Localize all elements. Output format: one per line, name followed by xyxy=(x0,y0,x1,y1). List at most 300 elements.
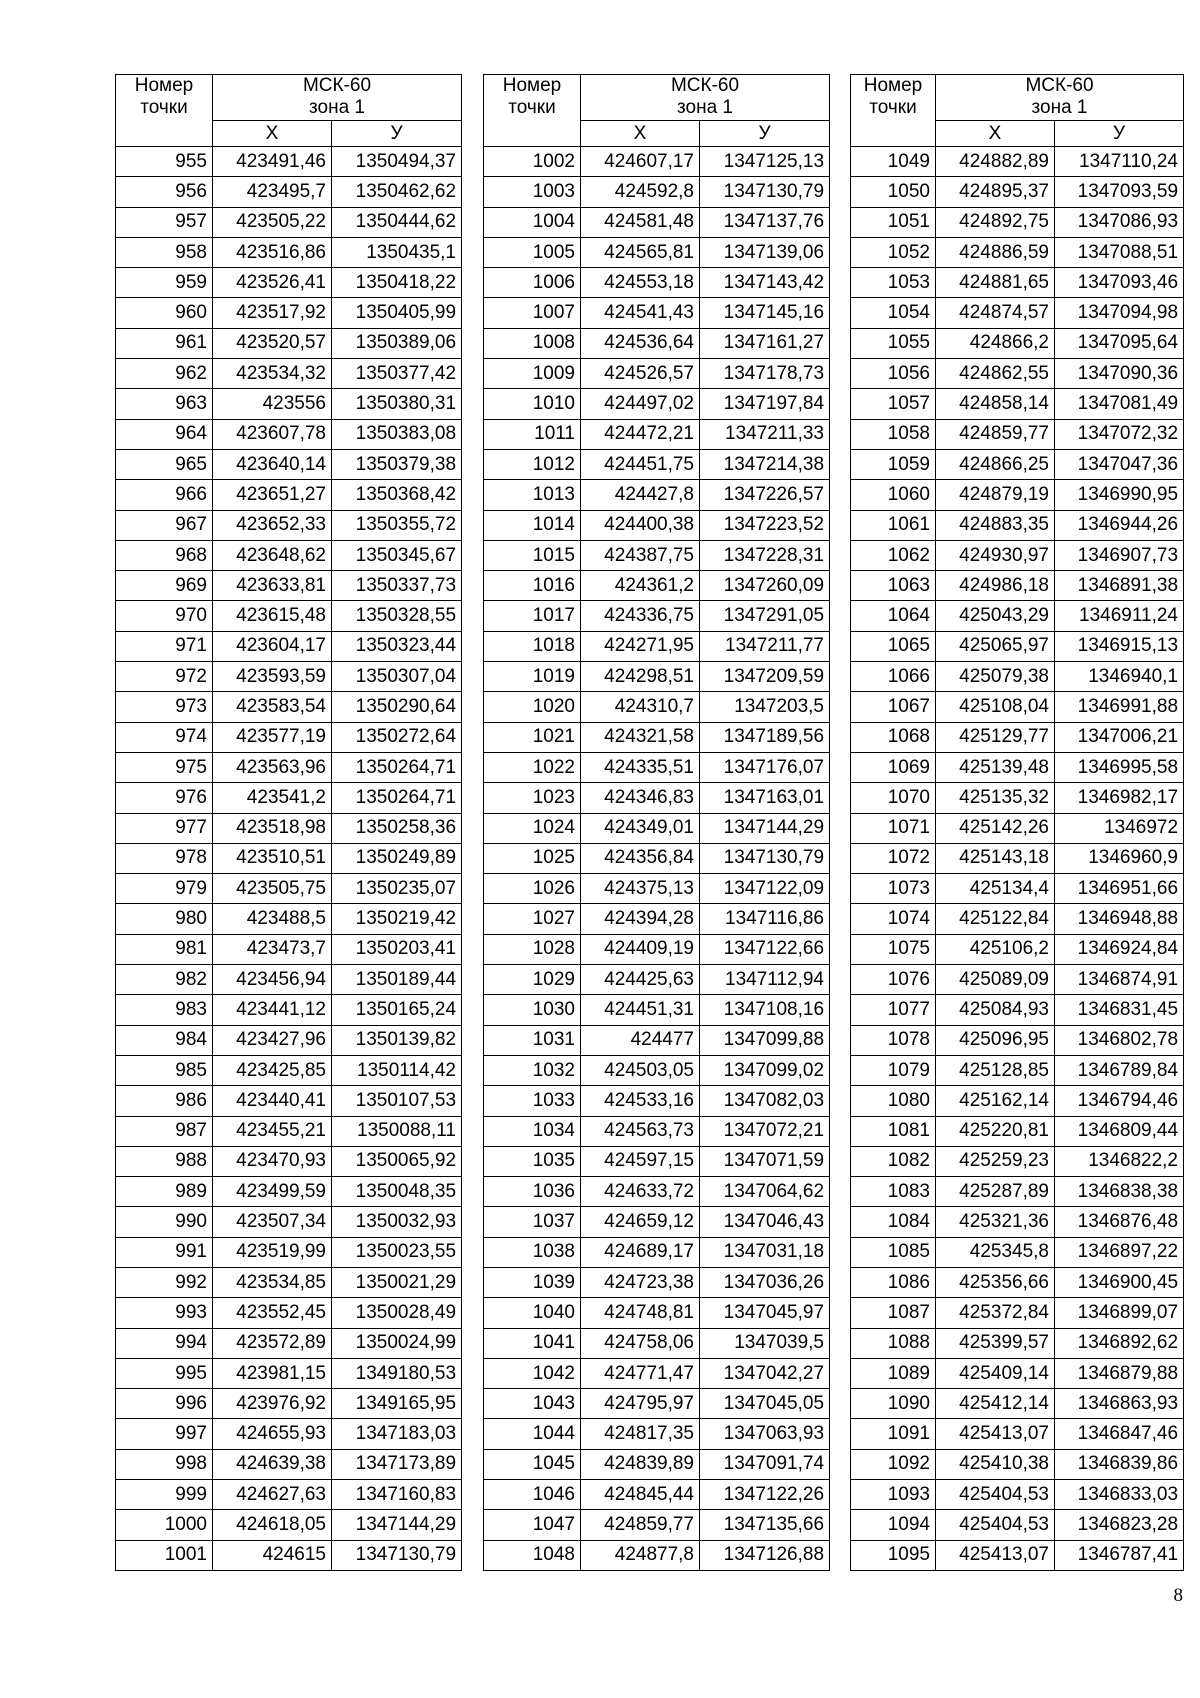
table-row xyxy=(116,359,462,389)
x-coord-cell: 423455,21 xyxy=(213,1116,332,1146)
x-coord-cell: 424503,05 xyxy=(581,1055,700,1085)
header-y: У xyxy=(332,121,462,147)
point-number-cell: 1010 xyxy=(484,389,581,419)
point-number-cell: 965 xyxy=(116,449,213,479)
table-row xyxy=(116,1358,462,1388)
x-coord-cell: 424986,18 xyxy=(936,571,1055,601)
y-coord-cell: 1347130,79 xyxy=(332,1540,462,1570)
y-coord-cell: 1346991,88 xyxy=(1055,692,1184,722)
x-coord-cell: 423556 xyxy=(213,389,332,419)
header-x: Х xyxy=(936,121,1055,147)
y-coord-cell: 1347108,16 xyxy=(700,995,830,1025)
x-coord-cell: 425089,09 xyxy=(936,965,1055,995)
point-number-cell: 1003 xyxy=(484,177,581,207)
y-coord-cell: 1350328,55 xyxy=(332,601,462,631)
table-row xyxy=(484,571,830,601)
point-number-cell: 1014 xyxy=(484,510,581,540)
table-row xyxy=(116,571,462,601)
x-coord-cell: 424335,51 xyxy=(581,752,700,782)
table-row xyxy=(484,298,830,328)
x-coord-cell: 424533,16 xyxy=(581,1086,700,1116)
x-coord-cell: 423651,27 xyxy=(213,480,332,510)
y-coord-cell: 1346924,84 xyxy=(1055,934,1184,964)
table-row xyxy=(851,147,1184,177)
x-coord-cell: 424771,47 xyxy=(581,1358,700,1388)
y-coord-cell: 1347214,38 xyxy=(700,449,830,479)
y-coord-cell: 1347197,84 xyxy=(700,389,830,419)
table-row xyxy=(851,631,1184,661)
x-coord-cell: 425399,57 xyxy=(936,1328,1055,1358)
y-coord-cell: 1350139,82 xyxy=(332,1025,462,1055)
y-coord-cell: 1347031,18 xyxy=(700,1237,830,1267)
point-number-cell: 1085 xyxy=(851,1237,936,1267)
point-number-cell: 1069 xyxy=(851,752,936,782)
y-coord-cell: 1347088,51 xyxy=(1055,237,1184,267)
point-number-cell: 1060 xyxy=(851,480,936,510)
point-number-cell: 1074 xyxy=(851,904,936,934)
x-coord-cell: 425108,04 xyxy=(936,692,1055,722)
point-number-cell: 1062 xyxy=(851,540,936,570)
table-row xyxy=(116,147,462,177)
y-coord-cell: 1347137,76 xyxy=(700,207,830,237)
x-coord-cell: 425259,23 xyxy=(936,1146,1055,1176)
point-number-cell: 1049 xyxy=(851,147,936,177)
table-row xyxy=(116,1267,462,1297)
table-row xyxy=(484,237,830,267)
y-coord-cell: 1350377,42 xyxy=(332,359,462,389)
x-coord-cell: 423505,75 xyxy=(213,874,332,904)
table-row xyxy=(116,813,462,843)
point-number-cell: 998 xyxy=(116,1449,213,1479)
point-number-cell: 1083 xyxy=(851,1177,936,1207)
y-coord-cell: 1347094,98 xyxy=(1055,298,1184,328)
point-number-cell: 1020 xyxy=(484,692,581,722)
x-coord-cell: 423981,15 xyxy=(213,1358,332,1388)
y-coord-cell: 1350462,62 xyxy=(332,177,462,207)
x-coord-cell: 425372,84 xyxy=(936,1298,1055,1328)
point-number-cell: 973 xyxy=(116,692,213,722)
x-coord-cell: 423534,85 xyxy=(213,1267,332,1297)
header-x: Х xyxy=(581,121,700,147)
y-coord-cell: 1350048,35 xyxy=(332,1177,462,1207)
table-row xyxy=(484,722,830,752)
x-coord-cell: 425128,85 xyxy=(936,1055,1055,1085)
x-coord-cell: 424879,19 xyxy=(936,480,1055,510)
coords-table-2 xyxy=(483,74,830,1571)
x-coord-cell: 425162,14 xyxy=(936,1086,1055,1116)
x-coord-cell: 423440,41 xyxy=(213,1086,332,1116)
x-coord-cell: 424553,18 xyxy=(581,268,700,298)
x-coord-cell: 424883,35 xyxy=(936,510,1055,540)
table-row xyxy=(116,692,462,722)
point-number-cell: 1056 xyxy=(851,359,936,389)
table-row xyxy=(116,268,462,298)
y-coord-cell: 1347086,93 xyxy=(1055,207,1184,237)
y-coord-cell: 1346960,9 xyxy=(1055,843,1184,873)
y-coord-cell: 1347228,31 xyxy=(700,540,830,570)
x-coord-cell: 424817,35 xyxy=(581,1419,700,1449)
table-row xyxy=(116,631,462,661)
x-coord-cell: 424425,63 xyxy=(581,965,700,995)
y-coord-cell: 1347064,62 xyxy=(700,1177,830,1207)
y-coord-cell: 1350021,29 xyxy=(332,1267,462,1297)
table-row xyxy=(851,1298,1184,1328)
table-row xyxy=(484,904,830,934)
point-number-cell: 1028 xyxy=(484,934,581,964)
table-row xyxy=(851,601,1184,631)
x-coord-cell: 424321,58 xyxy=(581,722,700,752)
table-row xyxy=(116,1298,462,1328)
table-row xyxy=(116,510,462,540)
x-coord-cell: 424874,57 xyxy=(936,298,1055,328)
point-number-cell: 981 xyxy=(116,934,213,964)
x-coord-cell: 425321,36 xyxy=(936,1207,1055,1237)
point-number-cell: 1070 xyxy=(851,783,936,813)
y-coord-cell: 1346915,13 xyxy=(1055,631,1184,661)
table-row xyxy=(851,480,1184,510)
y-coord-cell: 1346907,73 xyxy=(1055,540,1184,570)
x-coord-cell: 424859,77 xyxy=(936,419,1055,449)
y-coord-cell: 1350107,53 xyxy=(332,1086,462,1116)
table-row xyxy=(116,783,462,813)
x-coord-cell: 425135,32 xyxy=(936,783,1055,813)
header-point-number: Номер точки xyxy=(851,75,936,147)
table-row xyxy=(116,1146,462,1176)
point-number-cell: 1024 xyxy=(484,813,581,843)
x-coord-cell: 423456,94 xyxy=(213,965,332,995)
x-coord-cell: 423577,19 xyxy=(213,722,332,752)
point-number-cell: 1057 xyxy=(851,389,936,419)
x-coord-cell: 424271,95 xyxy=(581,631,700,661)
y-coord-cell: 1347093,46 xyxy=(1055,268,1184,298)
x-coord-cell: 423976,92 xyxy=(213,1389,332,1419)
y-coord-cell: 1346892,62 xyxy=(1055,1328,1184,1358)
table-row xyxy=(851,904,1184,934)
x-coord-cell: 424930,97 xyxy=(936,540,1055,570)
table-row xyxy=(484,389,830,419)
table-row xyxy=(851,1025,1184,1055)
point-number-cell: 984 xyxy=(116,1025,213,1055)
x-coord-cell: 424795,97 xyxy=(581,1389,700,1419)
table-row xyxy=(116,995,462,1025)
point-number-cell: 1004 xyxy=(484,207,581,237)
table-row xyxy=(851,1449,1184,1479)
x-coord-cell: 424723,38 xyxy=(581,1267,700,1297)
y-coord-cell: 1350114,42 xyxy=(332,1055,462,1085)
table-row xyxy=(851,1480,1184,1510)
x-coord-cell: 423425,85 xyxy=(213,1055,332,1085)
point-number-cell: 960 xyxy=(116,298,213,328)
y-coord-cell: 1347110,24 xyxy=(1055,147,1184,177)
y-coord-cell: 1347173,89 xyxy=(332,1449,462,1479)
point-number-cell: 1066 xyxy=(851,662,936,692)
table-row xyxy=(116,1177,462,1207)
table-row xyxy=(484,359,830,389)
x-coord-cell: 424427,8 xyxy=(581,480,700,510)
point-number-cell: 1021 xyxy=(484,722,581,752)
point-number-cell: 957 xyxy=(116,207,213,237)
x-coord-cell: 424892,75 xyxy=(936,207,1055,237)
point-number-cell: 1081 xyxy=(851,1116,936,1146)
y-coord-cell: 1347203,5 xyxy=(700,692,830,722)
point-number-cell: 1058 xyxy=(851,419,936,449)
table-row xyxy=(851,177,1184,207)
y-coord-cell: 1346911,24 xyxy=(1055,601,1184,631)
x-coord-cell: 423534,32 xyxy=(213,359,332,389)
point-number-cell: 1091 xyxy=(851,1419,936,1449)
y-coord-cell: 1346823,28 xyxy=(1055,1510,1184,1540)
point-number-cell: 1011 xyxy=(484,419,581,449)
y-coord-cell: 1347112,94 xyxy=(700,965,830,995)
y-coord-cell: 1347144,29 xyxy=(700,813,830,843)
point-number-cell: 969 xyxy=(116,571,213,601)
y-coord-cell: 1350418,22 xyxy=(332,268,462,298)
point-number-cell: 978 xyxy=(116,843,213,873)
table-row xyxy=(851,874,1184,904)
point-number-cell: 1072 xyxy=(851,843,936,873)
x-coord-cell: 423510,51 xyxy=(213,843,332,873)
y-coord-cell: 1350065,92 xyxy=(332,1146,462,1176)
point-number-cell: 1063 xyxy=(851,571,936,601)
point-number-cell: 1034 xyxy=(484,1116,581,1146)
y-coord-cell: 1347176,07 xyxy=(700,752,830,782)
y-coord-cell: 1346863,93 xyxy=(1055,1389,1184,1419)
y-coord-cell: 1347116,86 xyxy=(700,904,830,934)
table-row xyxy=(484,752,830,782)
y-coord-cell: 1350379,38 xyxy=(332,449,462,479)
point-number-cell: 1053 xyxy=(851,268,936,298)
x-coord-cell: 424607,17 xyxy=(581,147,700,177)
point-number-cell: 991 xyxy=(116,1237,213,1267)
y-coord-cell: 1347091,74 xyxy=(700,1449,830,1479)
point-number-cell: 1067 xyxy=(851,692,936,722)
x-coord-cell: 423633,81 xyxy=(213,571,332,601)
point-number-cell: 1016 xyxy=(484,571,581,601)
point-number-cell: 983 xyxy=(116,995,213,1025)
table-row xyxy=(116,177,462,207)
table-row xyxy=(484,1419,830,1449)
y-coord-cell: 1347139,06 xyxy=(700,237,830,267)
point-number-cell: 993 xyxy=(116,1298,213,1328)
x-coord-cell: 423488,5 xyxy=(213,904,332,934)
table-row xyxy=(116,1237,462,1267)
x-coord-cell: 425065,97 xyxy=(936,631,1055,661)
table-row xyxy=(851,813,1184,843)
x-coord-cell: 424633,72 xyxy=(581,1177,700,1207)
x-coord-cell: 423499,59 xyxy=(213,1177,332,1207)
point-number-cell: 1027 xyxy=(484,904,581,934)
y-coord-cell: 1346847,46 xyxy=(1055,1419,1184,1449)
x-coord-cell: 425142,26 xyxy=(936,813,1055,843)
y-coord-cell: 1347130,79 xyxy=(700,843,830,873)
y-coord-cell: 1346831,45 xyxy=(1055,995,1184,1025)
y-coord-cell: 1350028,49 xyxy=(332,1298,462,1328)
x-coord-cell: 424349,01 xyxy=(581,813,700,843)
point-number-cell: 985 xyxy=(116,1055,213,1085)
point-number-cell: 955 xyxy=(116,147,213,177)
table-row xyxy=(851,752,1184,782)
x-coord-cell: 425410,38 xyxy=(936,1449,1055,1479)
y-coord-cell: 1346822,2 xyxy=(1055,1146,1184,1176)
y-coord-cell: 1347163,01 xyxy=(700,783,830,813)
table-row xyxy=(851,722,1184,752)
x-coord-cell: 424375,13 xyxy=(581,874,700,904)
point-number-cell: 975 xyxy=(116,752,213,782)
table-row xyxy=(851,1510,1184,1540)
table-row xyxy=(116,1086,462,1116)
table-row xyxy=(851,389,1184,419)
table-row xyxy=(851,783,1184,813)
x-coord-cell: 424597,15 xyxy=(581,1146,700,1176)
point-number-cell: 1068 xyxy=(851,722,936,752)
table-row xyxy=(116,207,462,237)
y-coord-cell: 1347036,26 xyxy=(700,1267,830,1297)
point-number-cell: 1084 xyxy=(851,1207,936,1237)
table-row xyxy=(484,480,830,510)
table-row xyxy=(116,752,462,782)
point-number-cell: 1036 xyxy=(484,1177,581,1207)
table-row xyxy=(484,177,830,207)
x-coord-cell: 423473,7 xyxy=(213,934,332,964)
x-coord-cell: 424866,25 xyxy=(936,449,1055,479)
x-coord-cell: 424886,59 xyxy=(936,237,1055,267)
y-coord-cell: 1346990,95 xyxy=(1055,480,1184,510)
y-coord-cell: 1350494,37 xyxy=(332,147,462,177)
y-coord-cell: 1349180,53 xyxy=(332,1358,462,1388)
table-row xyxy=(116,1025,462,1055)
x-coord-cell: 424845,44 xyxy=(581,1480,700,1510)
table-row xyxy=(484,1449,830,1479)
table-row xyxy=(484,540,830,570)
table-row xyxy=(851,359,1184,389)
point-number-cell: 994 xyxy=(116,1328,213,1358)
table-row xyxy=(851,540,1184,570)
y-coord-cell: 1346876,48 xyxy=(1055,1207,1184,1237)
x-coord-cell: 423648,62 xyxy=(213,540,332,570)
point-number-cell: 1037 xyxy=(484,1207,581,1237)
table-row xyxy=(484,1025,830,1055)
point-number-cell: 1005 xyxy=(484,237,581,267)
x-coord-cell: 424356,84 xyxy=(581,843,700,873)
table-row xyxy=(116,874,462,904)
x-coord-cell: 423491,46 xyxy=(213,147,332,177)
table-row xyxy=(484,692,830,722)
y-coord-cell: 1347045,05 xyxy=(700,1389,830,1419)
y-coord-cell: 1346940,1 xyxy=(1055,662,1184,692)
table-row xyxy=(484,147,830,177)
table-row xyxy=(851,934,1184,964)
y-coord-cell: 1347046,43 xyxy=(700,1207,830,1237)
table-row xyxy=(484,813,830,843)
point-number-cell: 971 xyxy=(116,631,213,661)
table-row xyxy=(484,631,830,661)
x-coord-cell: 424618,05 xyxy=(213,1510,332,1540)
y-coord-cell: 1347047,36 xyxy=(1055,449,1184,479)
x-coord-cell: 423604,17 xyxy=(213,631,332,661)
point-number-cell: 1071 xyxy=(851,813,936,843)
point-number-cell: 1065 xyxy=(851,631,936,661)
point-number-cell: 1061 xyxy=(851,510,936,540)
table-row xyxy=(116,722,462,752)
y-coord-cell: 1347161,27 xyxy=(700,328,830,358)
table-row xyxy=(484,843,830,873)
point-number-cell: 1078 xyxy=(851,1025,936,1055)
point-number-cell: 1054 xyxy=(851,298,936,328)
table-row xyxy=(116,1480,462,1510)
point-number-cell: 1055 xyxy=(851,328,936,358)
x-coord-cell: 423520,57 xyxy=(213,328,332,358)
point-number-cell: 1018 xyxy=(484,631,581,661)
table-row xyxy=(116,1116,462,1146)
table-row xyxy=(116,934,462,964)
x-coord-cell: 424659,12 xyxy=(581,1207,700,1237)
y-coord-cell: 1350355,72 xyxy=(332,510,462,540)
header-y: У xyxy=(700,121,830,147)
table-row xyxy=(484,1510,830,1540)
table-row xyxy=(116,1055,462,1085)
y-coord-cell: 1350380,31 xyxy=(332,389,462,419)
table-row xyxy=(484,1177,830,1207)
y-coord-cell: 1346982,17 xyxy=(1055,783,1184,813)
y-coord-cell: 1347189,56 xyxy=(700,722,830,752)
x-coord-cell: 424336,75 xyxy=(581,601,700,631)
point-number-cell: 1077 xyxy=(851,995,936,1025)
point-number-cell: 1095 xyxy=(851,1540,936,1570)
y-coord-cell: 1347099,02 xyxy=(700,1055,830,1085)
point-number-cell: 1047 xyxy=(484,1510,581,1540)
x-coord-cell: 424361,2 xyxy=(581,571,700,601)
y-coord-cell: 1350307,04 xyxy=(332,662,462,692)
table-row xyxy=(484,995,830,1025)
y-coord-cell: 1350444,62 xyxy=(332,207,462,237)
point-number-cell: 1076 xyxy=(851,965,936,995)
x-coord-cell: 425079,38 xyxy=(936,662,1055,692)
point-number-cell: 974 xyxy=(116,722,213,752)
x-coord-cell: 424866,2 xyxy=(936,328,1055,358)
y-coord-cell: 1347099,88 xyxy=(700,1025,830,1055)
y-coord-cell: 1346948,88 xyxy=(1055,904,1184,934)
y-coord-cell: 1346951,66 xyxy=(1055,874,1184,904)
table-row xyxy=(116,419,462,449)
x-coord-cell: 423507,34 xyxy=(213,1207,332,1237)
table-row xyxy=(116,1419,462,1449)
point-number-cell: 1013 xyxy=(484,480,581,510)
x-coord-cell: 425356,66 xyxy=(936,1267,1055,1297)
y-coord-cell: 1347082,03 xyxy=(700,1086,830,1116)
x-coord-cell: 424895,37 xyxy=(936,177,1055,207)
y-coord-cell: 1347122,09 xyxy=(700,874,830,904)
x-coord-cell: 423427,96 xyxy=(213,1025,332,1055)
x-coord-cell: 424748,81 xyxy=(581,1298,700,1328)
point-number-cell: 989 xyxy=(116,1177,213,1207)
table-row xyxy=(484,510,830,540)
x-coord-cell: 424536,64 xyxy=(581,328,700,358)
x-coord-cell: 424615 xyxy=(213,1540,332,1570)
y-coord-cell: 1350189,44 xyxy=(332,965,462,995)
x-coord-cell: 423517,92 xyxy=(213,298,332,328)
table-row xyxy=(116,843,462,873)
x-coord-cell: 425134,4 xyxy=(936,874,1055,904)
y-coord-cell: 1350219,42 xyxy=(332,904,462,934)
table-row xyxy=(851,1177,1184,1207)
table-row xyxy=(484,1237,830,1267)
table-row xyxy=(484,1055,830,1085)
y-coord-cell: 1346944,26 xyxy=(1055,510,1184,540)
table-row xyxy=(851,571,1184,601)
table-row xyxy=(851,1086,1184,1116)
y-coord-cell: 1346891,38 xyxy=(1055,571,1184,601)
point-number-cell: 1050 xyxy=(851,177,936,207)
